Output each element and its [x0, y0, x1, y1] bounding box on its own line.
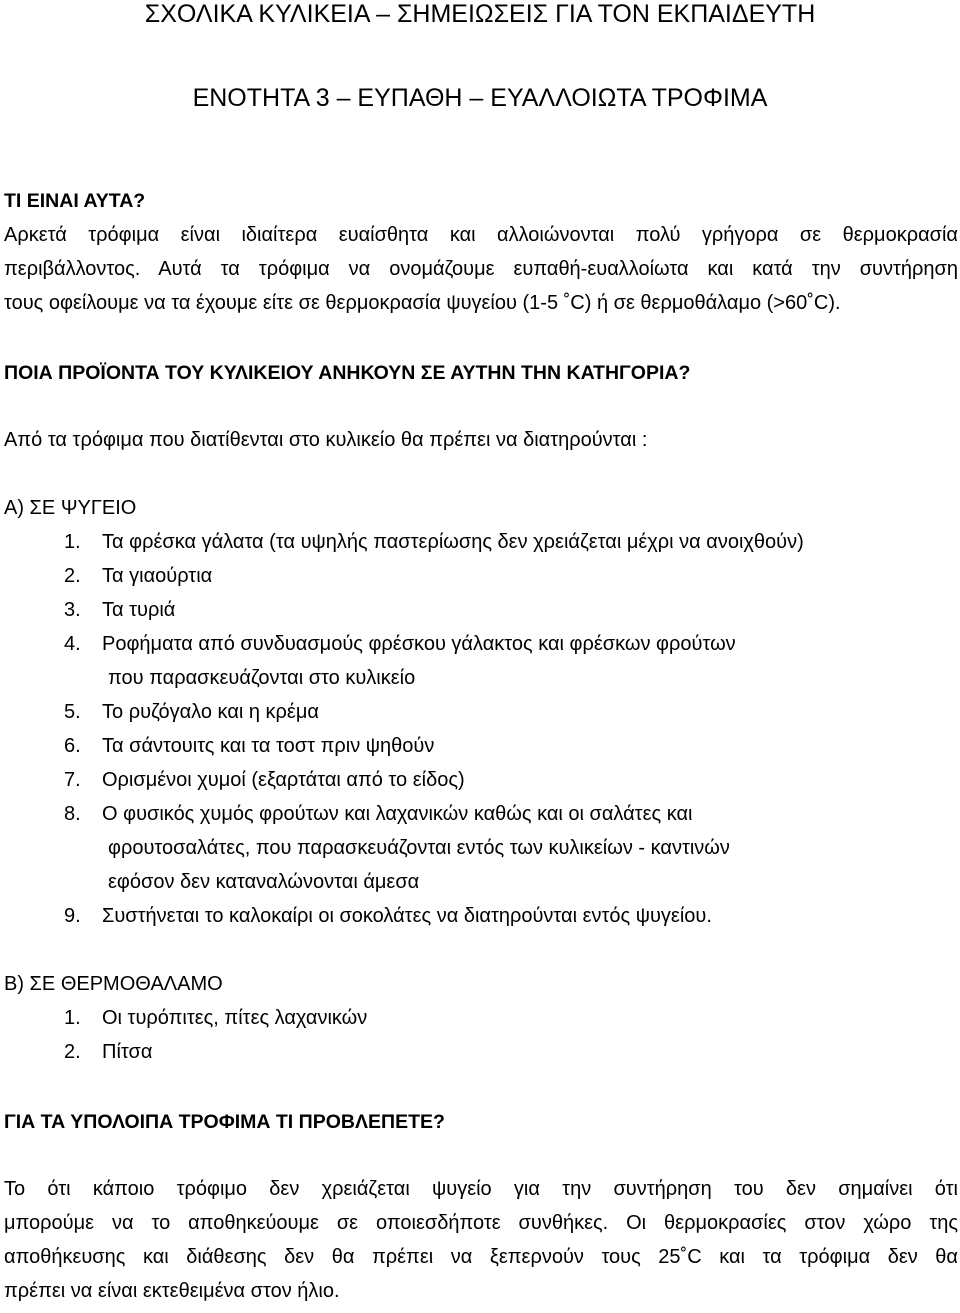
list-item — [64, 803, 692, 826]
list-item-text: Τα φρέσκα γάλατα (τα υψηλής παστερίωσης δεν χρειάζεται μέχρι να ανοιχθούν) — [102, 531, 804, 553]
list-item — [64, 1041, 152, 1064]
list-item-continuation: που παρασκευάζονται στο κυλικείο — [108, 667, 416, 689]
section-heading-what-are-they: ΤΙ ΕΙΝΑΙ ΑΥΤΑ? — [4, 190, 146, 212]
list-item-continuation: εφόσον δεν καταναλώνονται άμεσα — [108, 871, 420, 893]
paragraph-line: Αρκετά τρόφιμα είναι ιδιαίτερα ευαίσθητα και αλλοιώνονται πολύ γρήγορα σε θερμοκρασία — [4, 224, 958, 246]
paragraph-line: Το ότι κάποιο τρόφιμο δεν χρειάζεται ψυγείο για την συντήρηση του δεν σημαίνει ότι — [4, 1178, 958, 1200]
section-heading-other-foods: ΓΙΑ ΤΑ ΥΠΟΛΟΙΠΑ ΤΡΟΦΙΜΑ ΤΙ ΠΡΟΒΛΕΠΕΤΕ? — [4, 1111, 445, 1133]
list-item-text: Πίτσα — [102, 1041, 153, 1063]
list-item — [64, 565, 212, 588]
paragraph-line: περιβάλλοντος. Αυτά τα τρόφιμα να ονομάζουμε ευπαθή-ευαλλοίωτα και κατά την συντήρηση — [4, 258, 958, 280]
list-item-text: Ο φυσικός χυμός φρούτων και λαχανικών καθώς και οι σαλάτες και — [102, 803, 693, 825]
list-item — [64, 701, 319, 724]
unit-title: ΕΝΟΤΗΤΑ 3 – ΕΥΠΑΘΗ – ΕΥΑΛΛΟΙΩΤΑ ΤΡΟΦΙΜΑ — [192, 84, 768, 112]
list-item-number: 3. — [64, 599, 81, 621]
list-item-text: Τα σάντουιτς και τα τοστ πριν ψηθούν — [102, 735, 435, 757]
list-item — [64, 531, 804, 554]
paragraph-intro: Από τα τρόφιμα που διατίθενται στο κυλικείο θα πρέπει να διατηρούνται : — [4, 429, 648, 451]
list-item-text: Το ρυζόγαλο και η κρέμα — [102, 701, 319, 723]
section-heading-products: ΠΟΙΑ ΠΡΟΪΟΝΤΑ ΤΟΥ ΚΥΛΙΚΕΙΟΥ ΑΝΗΚΟΥΝ ΣΕ ΑΥΤΗΝ ΤΗΝ ΚΑΤΗΓΟΡΙΑ? — [4, 362, 691, 384]
list-item-text: Ορισμένοι χυμοί (εξαρτάται από το είδος) — [102, 769, 465, 791]
list-item-text: Τα τυριά — [102, 599, 176, 621]
list-item — [64, 905, 712, 928]
list-item-text: Οι τυρόπιτες, πίτες λαχανικών — [102, 1007, 368, 1029]
list-item — [64, 735, 434, 758]
list-item-number: 9. — [64, 905, 81, 927]
list-item-number: 5. — [64, 701, 81, 723]
list-item-continuation: φρουτοσαλάτες, που παρασκευάζονται εντός των κυλικείων - καντινών — [108, 837, 730, 859]
list-item-text: Ροφήματα από συνδυασμούς φρέσκου γάλακτος και φρέσκων φρούτων — [102, 633, 736, 655]
document-title: ΣΧΟΛΙΚΑ ΚΥΛΙΚΕΙΑ – ΣΗΜΕΙΩΣΕΙΣ ΓΙΑ ΤΟΝ ΕΚΠΑΙΔΕΥΤΗ — [144, 0, 816, 28]
list-item — [64, 769, 465, 792]
list-item-text: Τα γιαούρτια — [102, 565, 213, 587]
group-label-heating-cabinet: Β) ΣΕ ΘΕΡΜΟΘΑΛΑΜΟ — [4, 973, 223, 995]
list-item-number: 4. — [64, 633, 81, 655]
list-item — [64, 633, 736, 656]
list-item — [64, 1007, 367, 1030]
list-item-text: Συστήνεται το καλοκαίρι οι σοκολάτες να διατηρούνται εντός ψυγείου. — [102, 905, 712, 927]
paragraph-line: τους οφείλουμε να τα έχουμε είτε σε θερμοκρασία ψυγείου (1-5 ˚C) ή σε θερμοθάλαμο (>60˚C). — [4, 292, 841, 314]
list-item-number: 7. — [64, 769, 81, 791]
list-item-number: 1. — [64, 531, 81, 553]
list-item-number: 2. — [64, 1041, 81, 1063]
paragraph-line: αποθήκευσης και διάθεσης δεν θα πρέπει να ξεπερνούν τους 25˚C και τα τρόφιμα δεν θα — [4, 1246, 958, 1268]
list-item-number: 2. — [64, 565, 81, 587]
list-item — [64, 599, 175, 622]
paragraph-line: πρέπει να είναι εκτεθειμένα στον ήλιο. — [4, 1280, 340, 1302]
group-label-fridge: Α) ΣΕ ΨΥΓΕΙΟ — [4, 497, 137, 519]
list-item-number: 8. — [64, 803, 81, 825]
paragraph-line: μπορούμε να το αποθηκεύουμε σε οποιεσδήποτε συνθήκες. Οι θερμοκρασίες στον χώρο της — [4, 1212, 958, 1234]
list-item-number: 6. — [64, 735, 81, 757]
list-item-number: 1. — [64, 1007, 81, 1029]
